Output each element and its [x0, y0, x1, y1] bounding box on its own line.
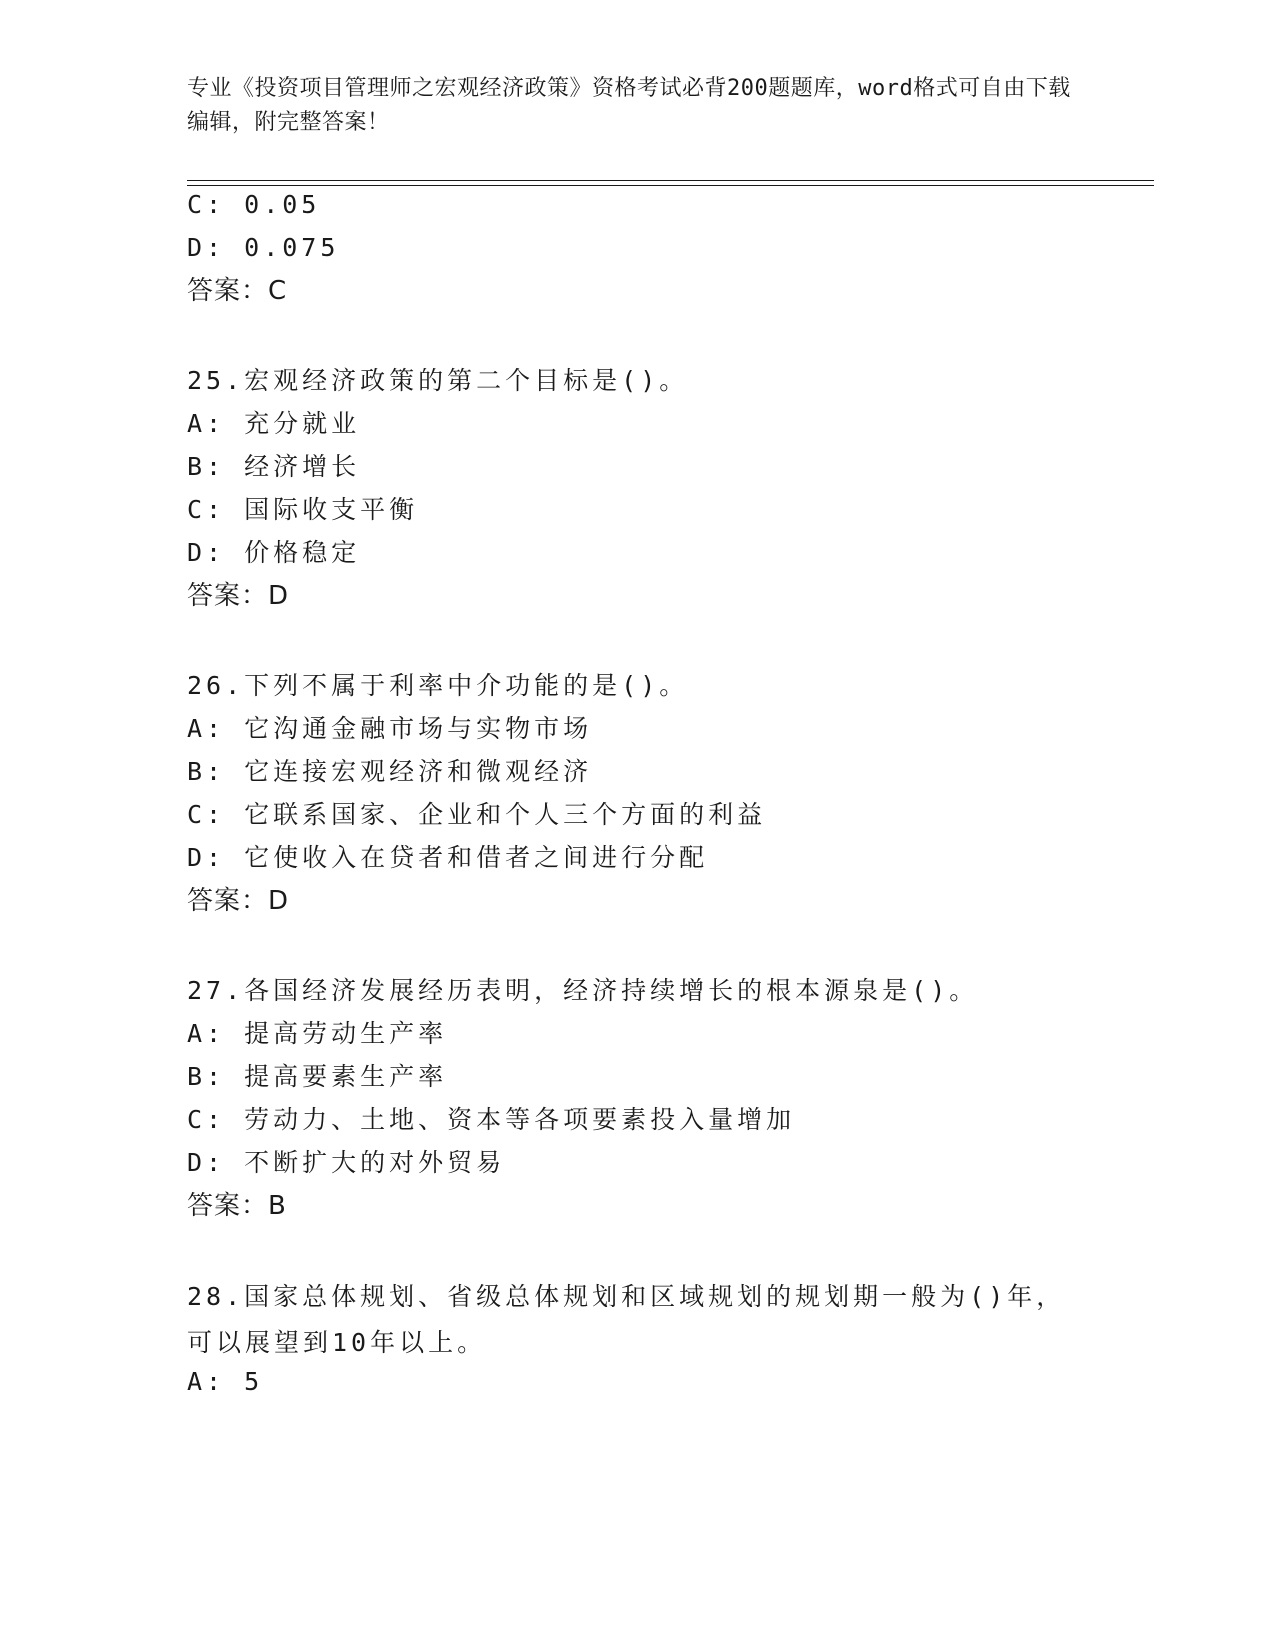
question-27-option-c: C: 劳动力、土地、资本等各项要素投入量增加: [187, 1105, 796, 1134]
question-26-option-d: D: 它使收入在贷者和借者之间进行分配: [187, 843, 709, 872]
question-25-option-c: C: 国际收支平衡: [187, 495, 419, 524]
prev-option-c: C: 0.05: [187, 190, 321, 219]
question-27-answer: 答案：B: [187, 1191, 287, 1221]
document-header: 专业《投资项目管理师之宏观经济政策》资格考试必背200题题库，word格式可自由下载编辑，附完整答案！: [187, 76, 1071, 135]
question-26-option-b: B: 它连接宏观经济和微观经济: [187, 757, 593, 786]
question-25-option-a: A: 充分就业: [187, 409, 361, 438]
prev-option-d: D: 0.075: [187, 233, 340, 262]
prev-answer: 答案：C: [187, 276, 288, 306]
question-25-option-d: D: 价格稳定: [187, 538, 361, 567]
question-25-option-b: B: 经济增长: [187, 452, 361, 481]
question-26-option-a: A: 它沟通金融市场与实物市场: [187, 714, 593, 743]
header-rule-bottom: [187, 185, 1154, 186]
question-27-option-d: D: 不断扩大的对外贸易: [187, 1148, 506, 1177]
header-rule-top: [187, 180, 1154, 181]
question-27-option-a: A: 提高劳动生产率: [187, 1019, 448, 1048]
question-26-option-c: C: 它联系国家、企业和个人三个方面的利益: [187, 800, 767, 829]
question-26-stem: 26.下列不属于利率中介功能的是()。: [187, 671, 689, 700]
question-26-answer: 答案：D: [187, 886, 290, 916]
question-25-stem: 25.宏观经济政策的第二个目标是()。: [187, 366, 689, 395]
question-27-stem: 27.各国经济发展经历表明，经济持续增长的根本源泉是()。: [187, 976, 979, 1005]
question-28-option-a: A: 5: [187, 1367, 264, 1396]
question-25-answer: 答案：D: [187, 581, 290, 611]
question-27-option-b: B: 提高要素生产率: [187, 1062, 448, 1091]
question-28-stem: 28.国家总体规划、省级总体规划和区域规划的规划期一般为()年，可以展望到10年以上。: [187, 1282, 1066, 1357]
